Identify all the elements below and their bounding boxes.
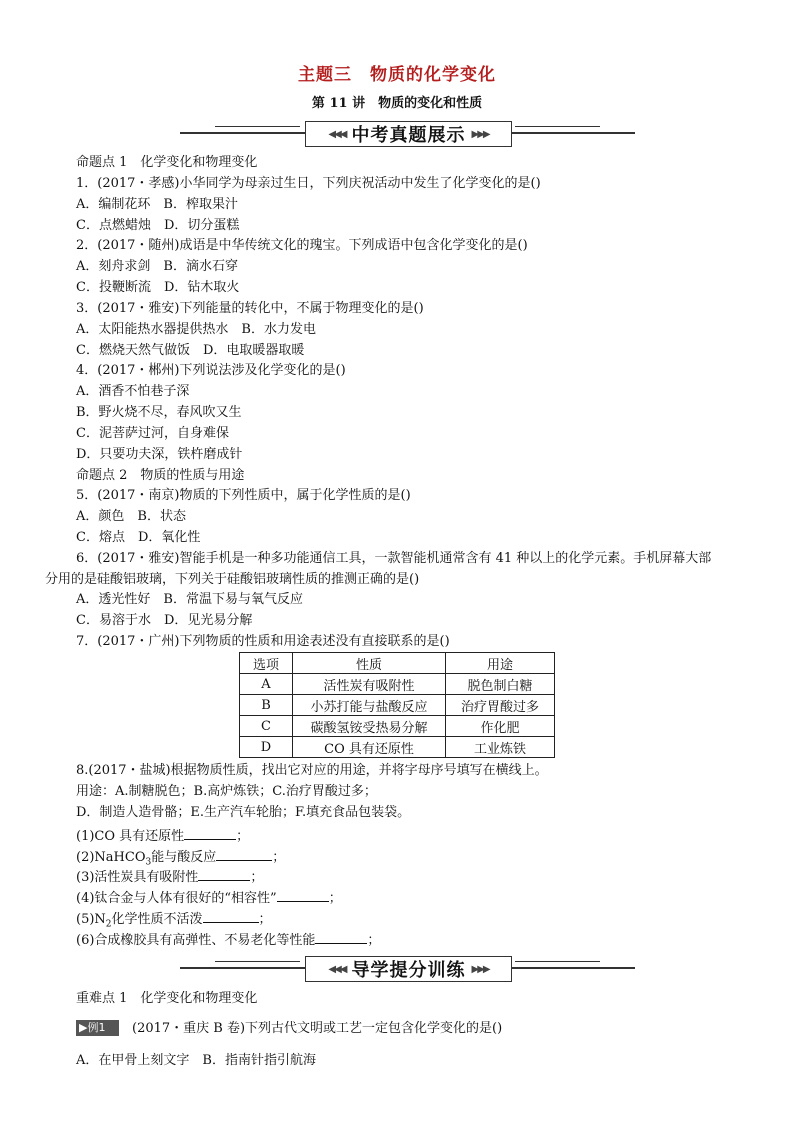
question-stem: 1．(2017・孝感)小华同学为母亲过生日，下列庆祝活动中发生了化学变化的是() bbox=[76, 176, 541, 191]
question-stem: 6．(2017・雅安)智能手机是一种多功能通信工具，一款智能机通常含有 41 种以上的化学元素。手机屏幕大部 bbox=[76, 551, 712, 566]
question-stem-continued: 分用的是硅酸铝玻璃，下列关于硅酸铝玻璃性质的推测正确的是() bbox=[45, 572, 420, 587]
question-options: A．透光性好 B．常温下易与氧气反应 bbox=[76, 592, 303, 607]
table-row bbox=[240, 674, 555, 695]
table-header-cell: 性质 bbox=[293, 653, 446, 674]
section-banner-exam-questions bbox=[180, 120, 635, 146]
question-option: B．野火烧不尽，春风吹又生 bbox=[76, 405, 242, 420]
table-cell: 活性炭有吸附性 bbox=[293, 674, 446, 695]
chevron-right-icon: ▶▶▶ bbox=[471, 128, 489, 140]
separator: ； bbox=[236, 829, 250, 844]
fill-item-text: (4)钛合金与人体有很好的“相容性” bbox=[76, 891, 277, 906]
chevron-left-icon: ◀◀◀ bbox=[328, 128, 346, 140]
subscript: 2 bbox=[105, 919, 112, 930]
topic-heading: 命题点 1 化学变化和物理变化 bbox=[76, 155, 258, 170]
table-cell: 治疗胃酸过多 bbox=[446, 695, 555, 716]
example-stem: (2017・重庆 B 卷)下列古代文明或工艺一定包含化学变化的是() bbox=[132, 1021, 503, 1036]
fill-item bbox=[76, 929, 380, 950]
table-cell: 碳酸氢铵受热易分解 bbox=[293, 716, 446, 737]
fill-item-text: 化学性质不活泼 bbox=[111, 912, 203, 927]
answer-blank[interactable] bbox=[277, 887, 329, 902]
table-cell: 作化肥 bbox=[446, 716, 555, 737]
question-option: A．酒香不怕巷子深 bbox=[76, 384, 190, 399]
question-stem: 2．(2017・随州)成语是中华传统文化的瑰宝。下列成语中包含化学变化的是() bbox=[76, 238, 528, 253]
question-options: A．编制花环 B．榨取果汁 bbox=[76, 197, 238, 212]
table-cell: 脱色制白糖 bbox=[446, 674, 555, 695]
fill-item bbox=[76, 887, 342, 908]
question-options: C．投鞭断流 D．钻木取火 bbox=[76, 280, 240, 295]
section-title: 导学提分训练 bbox=[351, 960, 466, 981]
section-title: 中考真题展示 bbox=[351, 125, 466, 146]
uses-list: D．制造人造骨骼；E.生产汽车轮胎；F.填充食品包装袋。 bbox=[76, 805, 411, 820]
question-options: A．在甲骨上刻文字 B．指南针指引航海 bbox=[76, 1053, 316, 1068]
table-cell: A bbox=[240, 674, 293, 695]
question-options: A．刻舟求剑 B．滴水石穿 bbox=[76, 259, 238, 274]
fill-item-text: 能与酸反应 bbox=[151, 850, 217, 865]
fill-item-text: (2)NaHCO bbox=[76, 850, 146, 865]
question-stem: 3．(2017・雅安)下列能量的转化中，不属于物理变化的是() bbox=[76, 301, 424, 316]
separator: ； bbox=[272, 850, 286, 865]
answer-blank[interactable] bbox=[198, 866, 250, 881]
fill-item-text: (3)活性炭具有吸附性 bbox=[76, 870, 199, 885]
table-row bbox=[240, 716, 555, 737]
question-stem: 8.(2017・盐城)根据物质性质，找出它对应的用途，并将字母序号填写在横线上。 bbox=[76, 763, 548, 778]
chevron-right-icon: ▶▶▶ bbox=[471, 963, 489, 975]
sub-title: 第 11 讲 物质的变化和性质 bbox=[311, 96, 483, 111]
property-use-table bbox=[239, 652, 555, 758]
separator: ； bbox=[258, 912, 272, 927]
chevron-left-icon: ◀◀◀ bbox=[328, 963, 346, 975]
example-tag: ▶例1 bbox=[76, 1020, 119, 1036]
section-banner-guided-training bbox=[180, 955, 635, 981]
table-header-row bbox=[240, 653, 555, 674]
fill-item bbox=[76, 866, 263, 887]
subscript: 3 bbox=[145, 857, 152, 868]
main-title: 主题三 物质的化学变化 bbox=[298, 65, 496, 85]
fill-item-text: (6)合成橡胶具有高弹性、不易老化等性能 bbox=[76, 933, 316, 948]
topic-heading: 重难点 1 化学变化和物理变化 bbox=[76, 991, 258, 1006]
fill-item-text: (1)CO 具有还原性 bbox=[76, 829, 185, 844]
separator: ； bbox=[250, 870, 264, 885]
question-options: A．太阳能热水器提供热水 B．水力发电 bbox=[76, 322, 316, 337]
question-options: C．点燃蜡烛 D．切分蛋糕 bbox=[76, 218, 240, 233]
answer-blank[interactable] bbox=[184, 825, 236, 840]
fill-item bbox=[76, 825, 249, 846]
question-options: C．熔点 D．氧化性 bbox=[76, 530, 201, 545]
table-cell: CO 具有还原性 bbox=[293, 737, 446, 758]
table-header-cell: 选项 bbox=[240, 653, 293, 674]
question-stem: 7．(2017・广州)下列物质的性质和用途表述没有直接联系的是() bbox=[76, 634, 450, 649]
question-options: C．易溶于水 D．见光易分解 bbox=[76, 613, 253, 628]
answer-blank[interactable] bbox=[216, 846, 272, 861]
table-cell: D bbox=[240, 737, 293, 758]
question-stem: 4．(2017・郴州)下列说法涉及化学变化的是() bbox=[76, 363, 346, 378]
question-options: C．燃烧天然气做饭 D．电取暖器取暖 bbox=[76, 343, 305, 358]
separator: ； bbox=[367, 933, 381, 948]
topic-heading: 命题点 2 物质的性质与用途 bbox=[76, 468, 245, 483]
table-cell: 工业炼铁 bbox=[446, 737, 555, 758]
table-header-cell: 用途 bbox=[446, 653, 555, 674]
fill-item-text: (5)N bbox=[76, 912, 106, 927]
question-option: D．只要功夫深，铁杵磨成针 bbox=[76, 447, 243, 462]
uses-list: 用途：A.制糖脱色；B.高炉炼铁；C.治疗胃酸过多； bbox=[76, 784, 377, 799]
table-cell: C bbox=[240, 716, 293, 737]
answer-blank[interactable] bbox=[315, 929, 367, 944]
table-row bbox=[240, 695, 555, 716]
separator: ； bbox=[328, 891, 342, 906]
answer-blank[interactable] bbox=[203, 908, 259, 923]
question-stem: 5．(2017・南京)物质的下列性质中，属于化学性质的是() bbox=[76, 488, 411, 503]
question-options: A．颜色 B．状态 bbox=[76, 509, 186, 524]
table-row bbox=[240, 737, 555, 758]
table-cell: 小苏打能与盐酸反应 bbox=[293, 695, 446, 716]
question-option: C．泥菩萨过河，自身难保 bbox=[76, 426, 229, 441]
table-cell: B bbox=[240, 695, 293, 716]
